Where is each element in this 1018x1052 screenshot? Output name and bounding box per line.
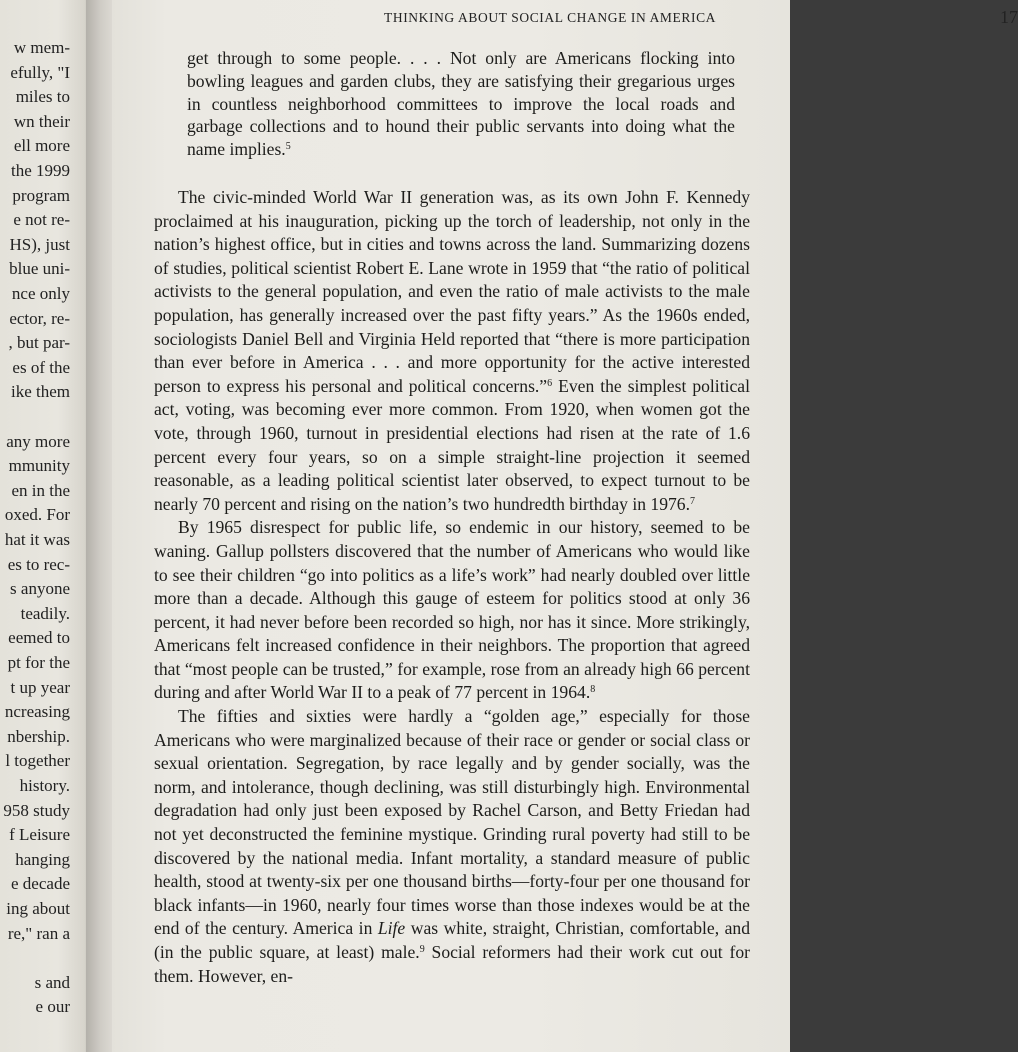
facing-page-line: hanging	[15, 849, 70, 869]
facing-page-line: e our	[35, 997, 70, 1017]
facing-page-line: the 1999	[10, 161, 70, 180]
facing-page-line: nbership.	[7, 726, 70, 746]
facing-page-line: en in the	[11, 480, 70, 500]
facing-page	[0, 0, 96, 1052]
facing-page-line: s and	[34, 972, 70, 992]
facing-page-line: , but par-	[8, 333, 70, 353]
page-number: 17	[1000, 7, 1018, 27]
footnote-ref: 6	[547, 377, 553, 389]
footnote-ref: 5	[285, 141, 291, 153]
facing-page-line: ncreasing	[4, 702, 70, 722]
facing-page-line: ing about	[6, 899, 70, 918]
facing-page-line: t up year	[10, 677, 70, 697]
paragraph-text: was white, straight, Christian, comfortable, and (in the public square, at least) male.	[154, 918, 750, 962]
facing-page-line: w mem-	[13, 38, 70, 57]
facing-page-line: ike them	[10, 382, 70, 402]
body-paragraph	[154, 705, 750, 988]
facing-page-line: wn their	[13, 111, 70, 131]
facing-page-line: es of the	[12, 357, 70, 377]
facing-page-line: e decade	[11, 874, 70, 894]
running-head-title: THINKING ABOUT SOCIAL CHANGE IN AMERICA	[384, 10, 717, 25]
quote-text: get through to some people. . . . Not only are Americans flocking into bowling leagues and garden clubs, they are satisfying their gregarious urges in countless neighborhood committees to improve the local roads and garbage collections and to hound their public servants into doing what the name implies.	[187, 48, 735, 160]
footnote-ref: 9	[419, 944, 425, 955]
facing-page-line: f Leisure	[9, 825, 70, 845]
facing-page-line: re," ran a	[7, 923, 70, 943]
facing-page-line: teadily.	[20, 603, 70, 623]
paragraph-text: The fifties and sixties were hardly a “golden age,” especially for those Americans who were marginalized because of their race or gender or social class or sexual orientation. Segregation, by race legally and by gender socially, was the norm, and intolerance, though declining, was still disturbingly high. Environmental degradation had only just been exposed by Rachel Carson, and Betty Friedan had not yet deconstructed the feminine mystique. Grinding rural poverty had still to be discovered by the national media. Infant mortality, a standard measure of public health, stood at twenty-six per one thousand births—forty-four per one thousand for black infants—in 1960, nearly four times worse than those indexes would be at the end of the century. America in	[154, 706, 750, 939]
facing-page-line: eemed to	[8, 628, 70, 648]
facing-page-line: hat it was	[4, 530, 70, 549]
facing-page-line: pt for the	[7, 653, 70, 672]
facing-page-line: ell more	[13, 136, 70, 156]
running-head	[384, 7, 1018, 27]
facing-page-line: 958 study	[3, 800, 70, 820]
facing-page-line: l together	[5, 751, 70, 771]
paragraph-text: Social reformers had their work cut out for them. However, en-	[154, 942, 750, 986]
book-page	[112, 0, 1018, 1052]
facing-page-line: blue uni-	[9, 259, 70, 279]
paragraph-text: By 1965 disrespect for public life, so endemic in our history, seemed to be waning. Gallup pollsters discovered that the number of Americans who would like to see their children “go into politics as a life’s work” had nearly doubled over little more than a decade. Although this gauge of esteem for politics stood at only 36 percent, it had never before been recorded so high, nor has it since. More strikingly, Americans felt increased confidence in their neighbors. The proportion that agreed that “most people can be trusted,” for example, rose from an already high 66 percent during and after World War II to a peak of 77 percent in 1964.	[154, 517, 750, 703]
paragraph-text: The civic-minded World War II generation was, as its own John F. Kennedy proclaimed at his inauguration, picking up the torch of leadership, not only in the nation’s highest office, but in cities and towns across the land. Summarizing dozens of studies, political scientist Robert E. Lane wrote in 1959 that “the ratio of political activists to the general population, and even the ratio of male activists to the male population, has generally increased over the past fifty years.” As the 1960s ended, sociologists Daniel Bell and Virginia Held reported that “there is more participation than ever before in America . . . and more opportunity for the active interested person to express his personal and political concerns.”	[154, 187, 750, 396]
facing-page-line: e not re-	[13, 210, 70, 230]
footnote-ref: 8	[590, 684, 596, 696]
facing-page-line: ector, re-	[9, 308, 70, 328]
facing-page-line: program	[12, 185, 70, 205]
paragraph-text: Even the simplest political act, voting, was becoming ever more common. From 1920, when women got the vote, through 1960, turnout in presidential elections had risen at the rate of 1.6 percent every four years, so on a simple straight-line projection it seemed reasonable, as a leading political scientist later observed, to expect turnout to be nearly 70 percent and rising on the nation’s two hundredth birthday in 1976.	[154, 375, 750, 514]
body-paragraph	[154, 186, 750, 516]
quote-paragraph	[187, 47, 735, 161]
facing-page-line: miles to	[15, 87, 70, 107]
body-text	[154, 186, 750, 988]
facing-page-line: nce only	[11, 284, 70, 303]
facing-page-line: efully, "I	[10, 62, 70, 82]
italic-title: Life	[377, 918, 406, 939]
facing-page-line: mmunity	[8, 456, 70, 476]
footnote-ref: 7	[690, 495, 696, 507]
facing-page-line: oxed. For	[4, 505, 70, 525]
facing-page-line: es to rec-	[7, 554, 70, 574]
block-quote	[187, 47, 735, 161]
facing-page-line: s anyone	[10, 579, 70, 599]
facing-page-line: any more	[6, 431, 70, 451]
facing-page-line: history.	[19, 776, 70, 795]
facing-page-line: HS), just	[9, 234, 70, 254]
body-paragraph	[154, 516, 750, 705]
